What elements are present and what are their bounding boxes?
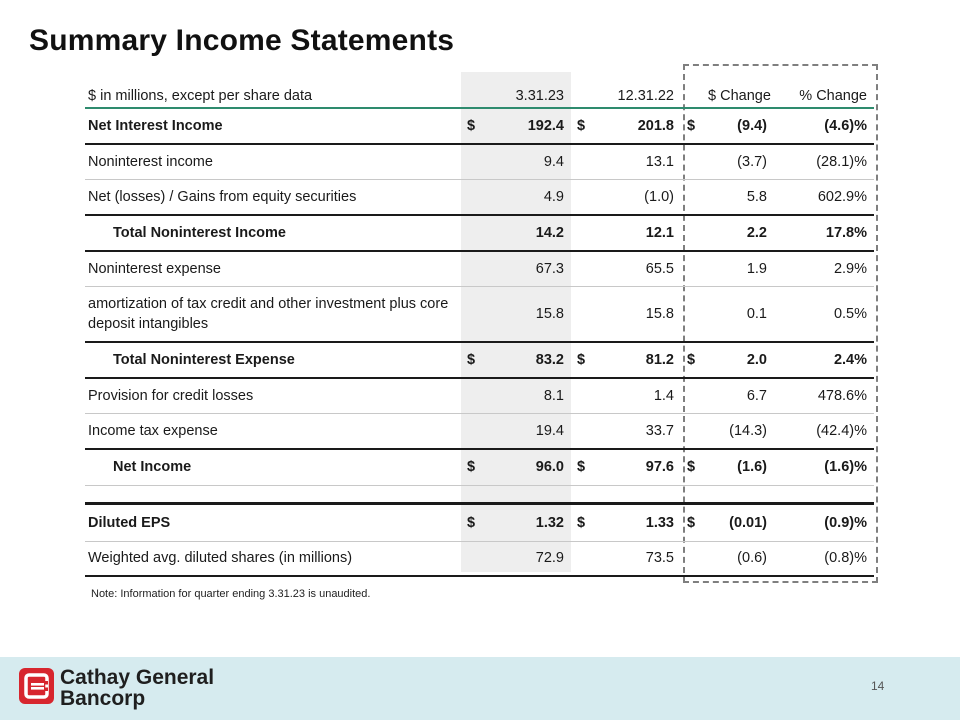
currency-symbol — [571, 541, 595, 576]
currency-symbol: $ — [571, 342, 595, 378]
currency-symbol — [681, 179, 705, 215]
currency-symbol — [571, 378, 595, 413]
cell-value: 12.1 — [595, 215, 681, 251]
table-row — [85, 144, 874, 179]
cell-value: 96.0 — [485, 449, 571, 485]
currency-symbol: $ — [681, 342, 705, 378]
brand-line-1: Cathay General — [60, 666, 215, 689]
page-title: Summary Income Statements — [29, 24, 455, 57]
cell-value: 0.1 — [705, 286, 774, 342]
cell-value: 2.0 — [705, 342, 774, 378]
table-spacer-row — [85, 485, 874, 503]
cell-value: 19.4 — [485, 413, 571, 449]
cell-value: 1.4 — [595, 378, 681, 413]
cell-value: (42.4)% — [774, 413, 874, 449]
cell-value: (1.6)% — [774, 449, 874, 485]
cell-value: 65.5 — [595, 251, 681, 286]
currency-symbol — [681, 144, 705, 179]
cell-value: (0.6) — [705, 541, 774, 576]
cell-value: 5.8 — [705, 179, 774, 215]
row-label: Diluted EPS — [85, 503, 461, 541]
cell-value: 6.7 — [705, 378, 774, 413]
currency-symbol: $ — [571, 449, 595, 485]
row-label: Noninterest income — [85, 144, 461, 179]
table-row — [85, 378, 874, 413]
table-row — [85, 179, 874, 215]
cell-value: (28.1)% — [774, 144, 874, 179]
row-label: Total Noninterest Income — [85, 215, 461, 251]
currency-symbol: $ — [461, 108, 485, 144]
cell-value: 72.9 — [485, 541, 571, 576]
table-header-row — [85, 72, 874, 108]
cell-value: (1.0) — [595, 179, 681, 215]
cell-value: 4.9 — [485, 179, 571, 215]
currency-symbol: $ — [571, 503, 595, 541]
currency-symbol — [681, 541, 705, 576]
currency-symbol — [571, 215, 595, 251]
cell-value: 192.4 — [485, 108, 571, 144]
row-label: amortization of tax credit and other investment plus core deposit intangibles — [85, 286, 461, 342]
row-label: Provision for credit losses — [85, 378, 461, 413]
currency-symbol: $ — [461, 449, 485, 485]
currency-symbol: $ — [461, 503, 485, 541]
row-label: Income tax expense — [85, 413, 461, 449]
cell-value: 67.3 — [485, 251, 571, 286]
row-label: Net (losses) / Gains from equity securities — [85, 179, 461, 215]
cell-value: 81.2 — [595, 342, 681, 378]
cell-value: (3.7) — [705, 144, 774, 179]
table-row — [85, 108, 874, 144]
row-label: Net Interest Income — [85, 108, 461, 144]
currency-symbol — [461, 215, 485, 251]
table-row — [85, 215, 874, 251]
table-row — [85, 413, 874, 449]
cell-value: 83.2 — [485, 342, 571, 378]
cell-value: 602.9% — [774, 179, 874, 215]
table-row — [85, 503, 874, 541]
table-row — [85, 251, 874, 286]
cell-value: (4.6)% — [774, 108, 874, 144]
cell-value: 73.5 — [595, 541, 681, 576]
header-units-label: $ in millions, except per share data — [85, 72, 461, 108]
currency-symbol: $ — [681, 449, 705, 485]
currency-symbol — [681, 286, 705, 342]
brand-line-2: Bancorp — [60, 687, 146, 710]
currency-symbol — [461, 413, 485, 449]
currency-symbol — [461, 179, 485, 215]
cell-value: 9.4 — [485, 144, 571, 179]
row-label: Net Income — [85, 449, 461, 485]
cell-value: (9.4) — [705, 108, 774, 144]
cell-value: 2.2 — [705, 215, 774, 251]
currency-symbol — [681, 251, 705, 286]
cell-value: 8.1 — [485, 378, 571, 413]
cell-value: 14.2 — [485, 215, 571, 251]
cell-value: 478.6% — [774, 378, 874, 413]
cell-value: 15.8 — [595, 286, 681, 342]
cell-value: (0.8)% — [774, 541, 874, 576]
currency-symbol — [571, 179, 595, 215]
income-statement-table — [85, 72, 874, 577]
cell-value: 1.9 — [705, 251, 774, 286]
currency-symbol — [461, 251, 485, 286]
cell-value: 201.8 — [595, 108, 681, 144]
header-col-3-31-23: 3.31.23 — [485, 72, 571, 108]
header-col-dollar-change: $ Change — [705, 72, 774, 108]
cell-value: 13.1 — [595, 144, 681, 179]
currency-symbol: $ — [571, 108, 595, 144]
cell-value: 17.8% — [774, 215, 874, 251]
table-row — [85, 449, 874, 485]
header-col-percent-change: % Change — [774, 72, 874, 108]
cell-value: (14.3) — [705, 413, 774, 449]
cell-value: 1.33 — [595, 503, 681, 541]
currency-symbol — [461, 144, 485, 179]
cell-value: 0.5% — [774, 286, 874, 342]
currency-symbol — [681, 378, 705, 413]
cell-value: (0.9)% — [774, 503, 874, 541]
currency-symbol — [571, 144, 595, 179]
row-label: Weighted avg. diluted shares (in millions) — [85, 541, 461, 576]
cell-value: (0.01) — [705, 503, 774, 541]
currency-symbol: $ — [681, 503, 705, 541]
currency-symbol — [571, 251, 595, 286]
row-label: Noninterest expense — [85, 251, 461, 286]
row-label: Total Noninterest Expense — [85, 342, 461, 378]
currency-symbol: $ — [681, 108, 705, 144]
currency-symbol — [681, 215, 705, 251]
cell-value: 2.4% — [774, 342, 874, 378]
cathay-logo-icon — [18, 667, 55, 705]
currency-symbol — [461, 378, 485, 413]
currency-symbol — [681, 413, 705, 449]
table-row — [85, 286, 874, 342]
currency-symbol — [571, 286, 595, 342]
cell-value: 1.32 — [485, 503, 571, 541]
header-col-12-31-22: 12.31.22 — [595, 72, 681, 108]
unaudited-note: Note: Information for quarter ending 3.31.23 is unaudited. — [91, 588, 371, 600]
table-row — [85, 342, 874, 378]
cell-value: 33.7 — [595, 413, 681, 449]
page-number: 14 — [871, 679, 885, 693]
cell-value: 2.9% — [774, 251, 874, 286]
cell-value: (1.6) — [705, 449, 774, 485]
currency-symbol — [461, 286, 485, 342]
table-row — [85, 541, 874, 576]
currency-symbol — [571, 413, 595, 449]
cell-value: 97.6 — [595, 449, 681, 485]
currency-symbol — [461, 541, 485, 576]
cell-value: 15.8 — [485, 286, 571, 342]
brand-name — [60, 667, 214, 709]
currency-symbol: $ — [461, 342, 485, 378]
